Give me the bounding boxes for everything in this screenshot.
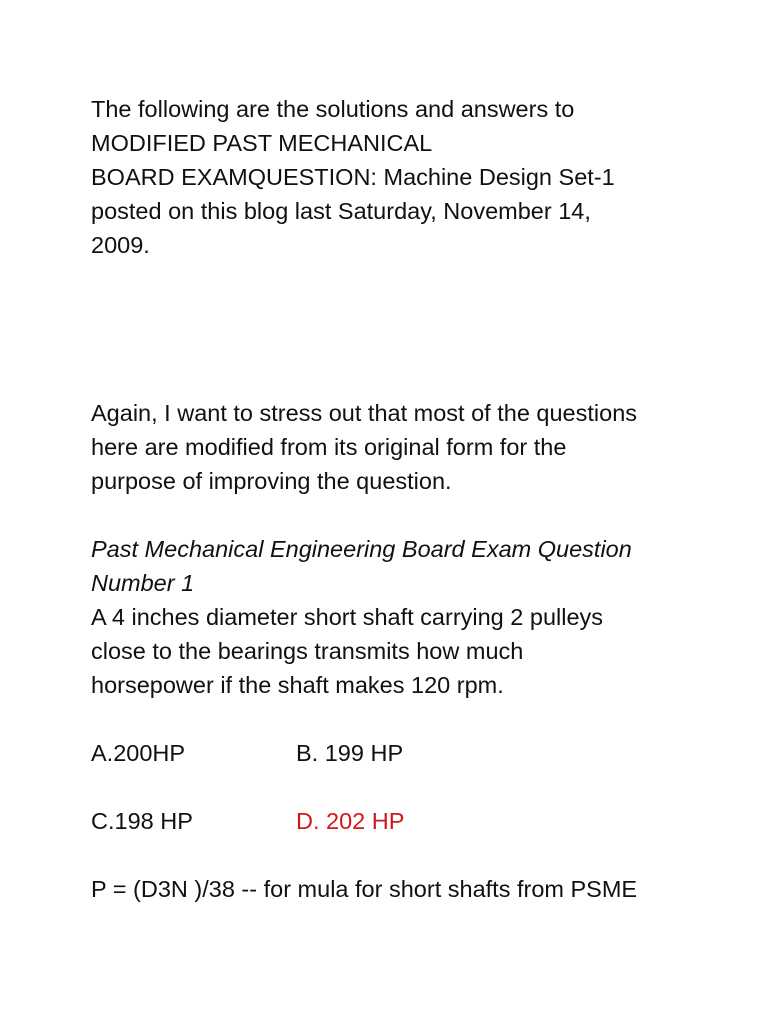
option-a: A.200HP <box>91 740 186 766</box>
blank-space <box>91 262 731 396</box>
intro-line: MODIFIED PAST MECHANICAL <box>91 130 433 156</box>
blank-space <box>91 702 731 736</box>
document-page <box>91 92 731 906</box>
note-paragraph <box>91 396 731 498</box>
intro-paragraph <box>91 92 731 262</box>
options-row-cd <box>91 804 731 838</box>
option-c: C.198 HP <box>91 808 193 834</box>
blank-space <box>91 498 731 532</box>
intro-line: The following are the solutions and answers to <box>91 96 575 122</box>
blank-space <box>91 770 731 804</box>
question-text <box>91 600 731 702</box>
question-text-line: horsepower if the shaft makes 120 rpm. <box>91 672 504 698</box>
option-d-correct-answer: D. 202 HP <box>296 808 405 834</box>
option-b: B. 199 HP <box>296 740 404 766</box>
intro-line: BOARD EXAMQUESTION: Machine Design Set-1 <box>91 164 615 190</box>
note-line: Again, I want to stress out that most of the questions <box>91 400 638 426</box>
question-heading-line: Past Mechanical Engineering Board Exam Question <box>91 536 632 562</box>
question-heading <box>91 532 731 600</box>
note-line: here are modified from its original form for the <box>91 434 567 460</box>
options-row-ab <box>91 736 731 770</box>
blank-space <box>91 838 731 872</box>
intro-line: 2009. <box>91 232 150 258</box>
solution-formula <box>91 872 731 906</box>
question-text-line: close to the bearings transmits how much <box>91 638 524 664</box>
question-heading-line: Number 1 <box>91 570 195 596</box>
question-text-line: A 4 inches diameter short shaft carrying 2 pulleys <box>91 604 604 630</box>
note-line: purpose of improving the question. <box>91 468 452 494</box>
intro-line: posted on this blog last Saturday, November 14, <box>91 198 591 224</box>
formula-line: P = (D3N )/38 -- for mula for short shafts from PSME <box>91 876 638 902</box>
